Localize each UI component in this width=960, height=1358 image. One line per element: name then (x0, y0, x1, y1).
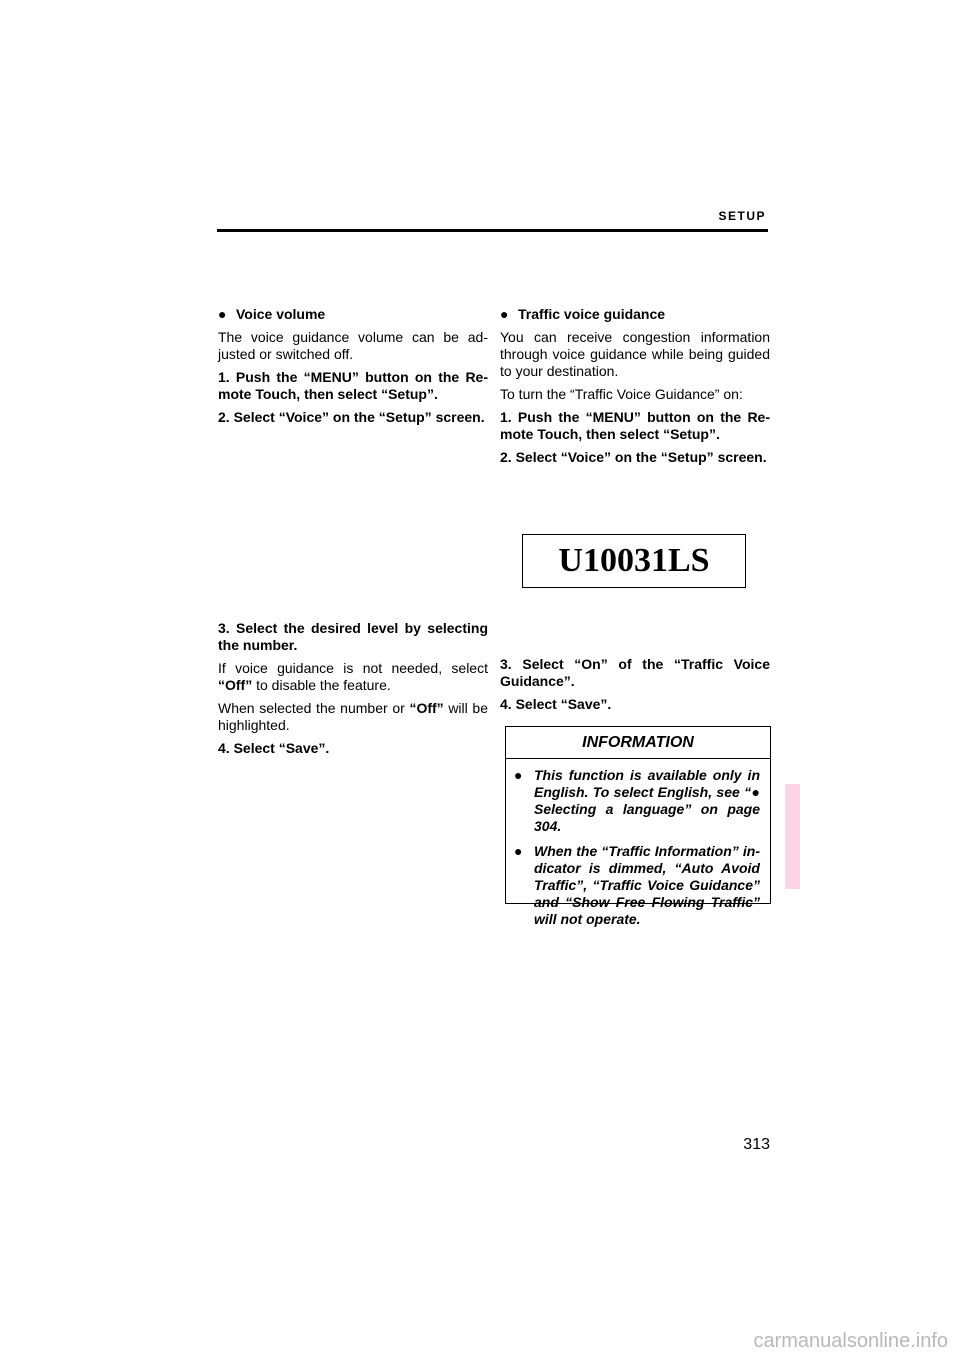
left-step-4: 4. Select “Save”. (218, 740, 330, 756)
voice-volume-intro: The voice guidance volume can be ad-justed or switched off. (218, 329, 488, 362)
section-side-tab (785, 784, 800, 889)
page-header-title: SETUP (718, 209, 766, 223)
off-label: “Off” (218, 677, 253, 693)
bullet-icon: ● (514, 843, 523, 859)
voice-volume-section (218, 306, 488, 432)
right-step-3: 3. Select “On” of the “Traffic Voice Guidance”. (500, 656, 770, 689)
right-step-2: 2. Select “Voice” on the “Setup” screen. (500, 449, 767, 465)
information-list (506, 759, 770, 928)
watermark: carmanualsonline.info (753, 1330, 948, 1352)
voice-volume-steps-lower (218, 620, 488, 763)
right-step-1: 1. Push the “MENU” button on the Re-mote Touch, then select “Setup”. (500, 409, 770, 442)
bullet-icon: ● (514, 767, 523, 783)
left-step-2: 2. Select “Voice” on the “Setup” screen. (218, 409, 485, 425)
voice-volume-heading: ● Voice volume (218, 306, 326, 322)
off-note: If voice guidance is not needed, select “Off” to disable the feature. (218, 660, 488, 693)
traffic-voice-steps-lower (500, 656, 770, 719)
figure-placeholder-label: U10031LS (522, 534, 746, 588)
page-number: 313 (743, 1136, 770, 1153)
information-title: INFORMATION (506, 727, 770, 759)
left-step-3: 3. Select the desired level by selecting the number. (218, 620, 488, 653)
turn-on-instruction: To turn the “Traffic Voice Guidance” on: (500, 386, 743, 402)
bullet-icon: ● (500, 306, 509, 322)
traffic-voice-section (500, 306, 770, 472)
off-label-2: “Off” (409, 700, 444, 716)
highlight-note: When selected the number or “Off” will be highlighted. (218, 700, 489, 733)
header-rule (217, 229, 768, 232)
traffic-voice-heading: ● Traffic voice guidance (500, 306, 666, 322)
information-item: ● When the “Traffic Information” in-dicator is dimmed, “Auto Avoid Traffic”, “Traffic Voice Guidance” and “Show Free Flowing Traffic” will not operate. (514, 843, 760, 927)
information-item: ● This function is available only in English. To select English, see “● Selecting a language” on page 304. (514, 767, 760, 834)
right-step-4: 4. Select “Save”. (500, 696, 612, 712)
bullet-icon: ● (218, 306, 227, 322)
information-box (505, 726, 771, 927)
left-step-1: 1. Push the “MENU” button on the Re-mote Touch, then select “Setup”. (218, 369, 488, 402)
traffic-voice-intro: You can receive congestion information through voice guidance while being guided to your destination. (500, 329, 770, 379)
